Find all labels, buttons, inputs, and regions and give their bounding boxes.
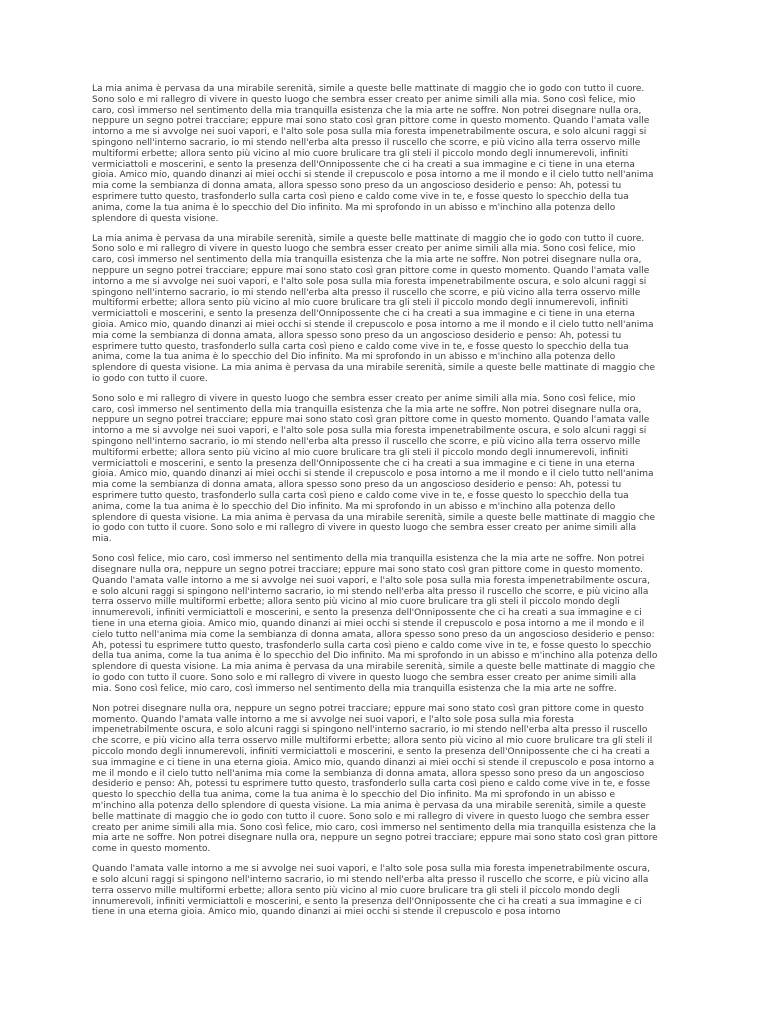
paragraph-6: Quando l'amata valle intorno a me si avvolge nei suoi vapori, e l'alto sole posa sulla mia foresta impenetrabilmente oscura, e solo alcuni raggi si spingono nell'interno sacrario, io mi stendo nell'erba alta presso il ruscello che scorre, e più vicino alla terra osservo mille multiformi erbette; allora sento più vicino al mio cuore brulicare tra gli steli il piccolo mondo degli innumerevoli, infiniti vermiciattoli e moscerini, e sento la presenza dell'Onnipossente che ci ha creati a sua immagine e ci tiene in una eterna gioia. Amico mio, quando dinanzi ai miei occhi si stende il crepuscolo e posa intorno xyxy=(92,864,651,918)
paragraph-1: La mia anima è pervasa da una mirabile serenità, simile a queste belle mattinate di maggio che io godo con tutto il cuore. Sono solo e mi rallegro di vivere in questo luogo che sembra esser creato per anime simili alla mia. Sono così felice, mio caro, così immerso nel sentimento della mia tranquilla esistenza che la mia arte ne soffre. Non potrei disegnare nulla ora, neppure un segno potrei tracciare; eppure mai sono stato così gran pittore come in questo momento. Quando l'amata valle intorno a me si avvolge nei suoi vapori, e l'alto sole posa sulla mia foresta impenetrabilmente oscura, e solo alcuni raggi si spingono nell'interno sacrario, io mi stendo nell'erba alta presso il ruscello che scorre, e più vicino alla terra osservo mille multiformi erbette; allora sento più vicino al mio cuore brulicare tra gli steli il piccolo mondo degli innumerevoli, infiniti vermiciattoli e moscerini, e sento la presenza dell'Onnipossente che ci ha creati a sua immagine e ci tiene in una eterna gioia. Amico mio, quando dinanzi ai miei occhi si stende il crepuscolo e posa intorno a me il mondo e il cielo tutto nell'anima mia come la sembianza di donna amata, allora spesso sono preso da un angoscioso desiderio e penso: Ah, potessi tu esprimere tutto questo, trasfonderlo sulla carta così pieno e caldo come vive in te, e fosse questo lo specchio della tua anima, come la tua anima è lo specchio del Dio infinito. Ma mi sprofondo in un abisso e m'inchino alla potenza dello splendore di questa visione. xyxy=(92,84,654,224)
paragraph-4: Sono così felice, mio caro, così immerso nel sentimento della mia tranquilla esistenza che la mia arte ne soffre. Non potrei disegnare nulla ora, neppure un segno potrei tracciare; eppure mai sono stato così gran pittore come in questo momento. Quando l'amata valle intorno a me si avvolge nei suoi vapori, e l'alto sole posa sulla mia foresta impenetrabilmente oscura, e solo alcuni raggi si spingono nell'interno sacrario, io mi stendo nell'erba alta presso il ruscello che scorre, e più vicino alla terra osservo mille multiformi erbette; allora sento più vicino al mio cuore brulicare tra gli steli il piccolo mondo degli innumerevoli, infiniti vermiciattoli e moscerini, e sento la presenza dell'Onnipossente che ci ha creati a sua immagine e ci tiene in una eterna gioia. Amico mio, quando dinanzi ai miei occhi si stende il crepuscolo e posa intorno a me il mondo e il cielo tutto nell'anima mia come la sembianza di donna amata, allora spesso sono preso da un angoscioso desiderio e penso: Ah, potessi tu esprimere tutto questo, trasfonderlo sulla carta così pieno e caldo come vive in te, e fosse questo lo specchio della tua anima, come la tua anima è lo specchio del Dio infinito. Ma mi sprofondo in un abisso e m'inchino alla potenza dello splendore di questa visione. La mia anima è pervasa da una mirabile serenità, simile a queste belle mattinate di maggio che io godo con tutto il cuore. Sono solo e mi rallegro di vivere in questo luogo che sembra esser creato per anime simili alla mia. Sono così felice, mio caro, così immerso nel sentimento della mia tranquilla esistenza che la mia arte ne soffre. xyxy=(92,554,658,694)
paragraph-3: Sono solo e mi rallegro di vivere in questo luogo che sembra esser creato per anime simili alla mia. Sono così felice, mio caro, così immerso nel sentimento della mia tranquilla esistenza che la mia arte ne soffre. Non potrei disegnare nulla ora, neppure un segno potrei tracciare; eppure mai sono stato così gran pittore come in questo momento. Quando l'amata valle intorno a me si avvolge nei suoi vapori, e l'alto sole posa sulla mia foresta impenetrabilmente oscura, e solo alcuni raggi si spingono nell'interno sacrario, io mi stendo nell'erba alta presso il ruscello che scorre, e più vicino alla terra osservo mille multiformi erbette; allora sento più vicino al mio cuore brulicare tra gli steli il piccolo mondo degli innumerevoli, infiniti vermiciattoli e moscerini, e sento la presenza dell'Onnipossente che ci ha creati a sua immagine e ci tiene in una eterna gioia. Amico mio, quando dinanzi ai miei occhi si stende il crepuscolo e posa intorno a me il mondo e il cielo tutto nell'anima mia come la sembianza di donna amata, allora spesso sono preso da un angoscioso desiderio e penso: Ah, potessi tu esprimere tutto questo, trasfonderlo sulla carta così pieno e caldo come vive in te, e fosse questo lo specchio della tua anima, come la tua anima è lo specchio del Dio infinito. Ma mi sprofondo in un abisso e m'inchino alla potenza dello splendore di questa visione. La mia anima è pervasa da una mirabile serenità, simile a queste belle mattinate di maggio che io godo con tutto il cuore. Sono solo e mi rallegro di vivere in questo luogo che sembra esser creato per anime simili alla mia. xyxy=(92,393,656,545)
paragraph-2: La mia anima è pervasa da una mirabile serenità, simile a queste belle mattinate di maggio che io godo con tutto il cuore. Sono solo e mi rallegro di vivere in questo luogo che sembra esser creato per anime simili alla mia. Sono così felice, mio caro, così immerso nel sentimento della mia tranquilla esistenza che la mia arte ne soffre. Non potrei disegnare nulla ora, neppure un segno potrei tracciare; eppure mai sono stato così gran pittore come in questo momento. Quando l'amata valle intorno a me si avvolge nei suoi vapori, e l'alto sole posa sulla mia foresta impenetrabilmente oscura, e solo alcuni raggi si spingono nell'interno sacrario, io mi stendo nell'erba alta presso il ruscello che scorre, e più vicino alla terra osservo mille multiformi erbette; allora sento più vicino al mio cuore brulicare tra gli steli il piccolo mondo degli innumerevoli, infiniti vermiciattoli e moscerini, e sento la presenza dell'Onnipossente che ci ha creati a sua immagine e ci tiene in una eterna gioia. Amico mio, quando dinanzi ai miei occhi si stende il crepuscolo e posa intorno a me il mondo e il cielo tutto nell'anima mia come la sembianza di donna amata, allora spesso sono preso da un angoscioso desiderio e penso: Ah, potessi tu esprimere tutto questo, trasfonderlo sulla carta così pieno e caldo come vive in te, e fosse questo lo specchio della tua anima, come la tua anima è lo specchio del Dio infinito. Ma mi sprofondo in un abisso e m'inchino alla potenza dello splendore di questa visione. La mia anima è pervasa da una mirabile serenità, simile a queste belle mattinate di maggio che io godo con tutto il cuore. xyxy=(92,233,656,384)
document-page xyxy=(92,84,658,927)
paragraph-5: Non potrei disegnare nulla ora, neppure un segno potrei tracciare; eppure mai sono stato così gran pittore come in questo momento. Quando l'amata valle intorno a me si avvolge nei suoi vapori, e l'alto sole posa sulla mia foresta impenetrabilmente oscura, e solo alcuni raggi si spingono nell'interno sacrario, io mi stendo nell'erba alta presso il ruscello che scorre, e più vicino alla terra osservo mille multiformi erbette; allora sento più vicino al mio cuore brulicare tra gli steli il piccolo mondo degli innumerevoli, infiniti vermiciattoli e moscerini, e sento la presenza dell'Onnipossente che ci ha creati a sua immagine e ci tiene in una eterna gioia. Amico mio, quando dinanzi ai miei occhi si stende il crepuscolo e posa intorno a me il mondo e il cielo tutto nell'anima mia come la sembianza di donna amata, allora spesso sono preso da un angoscioso desiderio e penso: Ah, potessi tu esprimere tutto questo, trasfonderlo sulla carta così pieno e caldo come vive in te, e fosse questo lo specchio della tua anima, come la tua anima è lo specchio del Dio infinito. Ma mi sprofondo in un abisso e m'inchino alla potenza dello splendore di questa visione. La mia anima è pervasa da una mirabile serenità, simile a queste belle mattinate di maggio che io godo con tutto il cuore. Sono solo e mi rallegro di vivere in questo luogo che sembra esser creato per anime simili alla mia. Sono così felice, mio caro, così immerso nel sentimento della mia tranquilla esistenza che la mia arte ne soffre. Non potrei disegnare nulla ora, neppure un segno potrei tracciare; eppure mai sono stato così gran pittore come in questo momento. xyxy=(92,703,658,855)
